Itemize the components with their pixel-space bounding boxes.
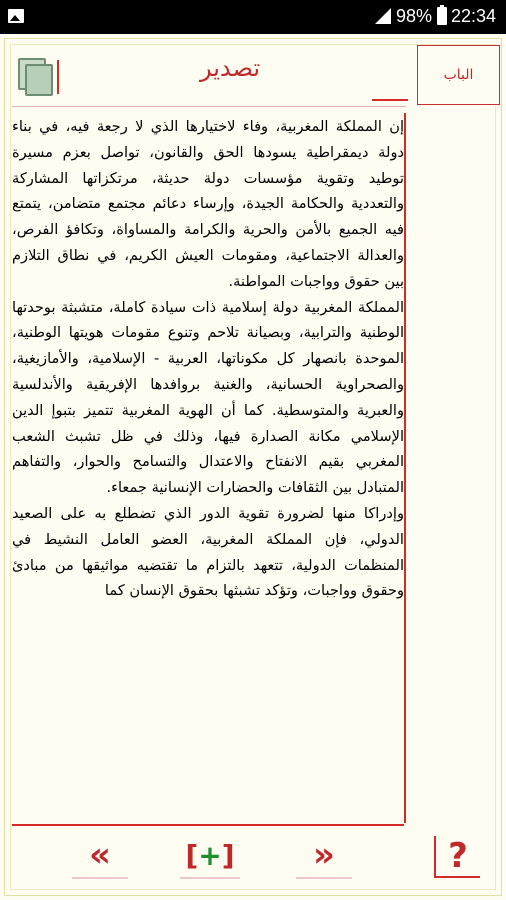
previous-button[interactable] [72,835,128,875]
battery-icon [437,7,447,25]
paragraph: وإدراكا منها لضرورة تقوية الدور الذي تضطلع به على الصعيد الدولي، فإن المملكة المغربية، العضو العامل النشيط في المنظمات الدولية، تتعهد بالتزام ما تقتضيه مواثيقها من مبادئ وحقوق وواجبات، وتؤكد تشبثها بحقوق الإنسان كما [12,504,404,600]
bracket-close: ] [221,838,235,872]
image-notification-icon [8,9,24,23]
content-bottom-border [12,824,404,826]
scrollbar[interactable] [404,113,406,823]
chapter-button[interactable]: الباب [417,45,500,105]
button-underline [180,877,240,879]
title-divider [57,60,59,94]
page-title: تصدير [199,54,260,82]
header-separator [12,106,406,107]
double-chevron-right-icon: » [313,835,335,875]
button-underline [72,877,128,879]
question-mark-icon: ? [448,836,468,876]
article-text [12,114,404,824]
copy-button[interactable] [18,58,52,94]
next-button[interactable] [296,835,352,875]
copy-icon-front [25,64,53,96]
bracket-open: [ [185,838,199,872]
double-chevron-left-icon: « [89,835,111,875]
signal-icon [375,8,391,24]
button-underline [296,877,352,879]
clock: 22:34 [451,6,497,26]
battery-level: 98% [396,6,433,26]
help-button[interactable] [434,836,480,878]
plus-icon: + [198,838,222,872]
status-bar [0,0,506,34]
paragraph: المملكة المغربية دولة إسلامية ذات سيادة كاملة، متشبثة بوحدتها الوطنية والترابية، وبصيانة تلاحم وتنوع مقومات هويتها الوطنية، الموحدة بانصهار كل مكوناتها، العربية - الإسلامية، والأمازيغية، والصحراوية الحسانية، والغنية بروافدها الإفريقية والأندلسية والعبرية والمتوسطية. كما أن الهوية المغربية تتميز بتبوإ الدين الإسلامي مكانة الصدارة فيها، وذلك في ظل تشبث الشعب المغربي بقيم الانفتاح والاعتدال والتسامح والحوار، والتفاهم المتبادل بين الثقافات والحضارات الإنسانية جمعاء. [12,298,404,497]
add-bookmark-button[interactable] [180,835,240,875]
paragraph: إن المملكة المغربية، وفاء لاختيارها الذي لا رجعة فيه، في بناء دولة ديمقراطية يسودها الحق والقانون، تواصل بعزم مسيرة توطيد وتقوية مؤسسات دولة حديثة، مرتكزاتها المشاركة والتعددية والحكامة الجيدة، وإرساء دعائم مجتمع متضامن، يتمتع فيه الجميع بالأمن والحرية والكرامة والمساواة، وتكافؤ الفرص، والعدالة الاجتماعية، ومقومات العيش الكريم، في نطاق التلازم بين حقوق وواجبات المواطنة. [12,118,404,290]
title-underline [372,99,408,101]
